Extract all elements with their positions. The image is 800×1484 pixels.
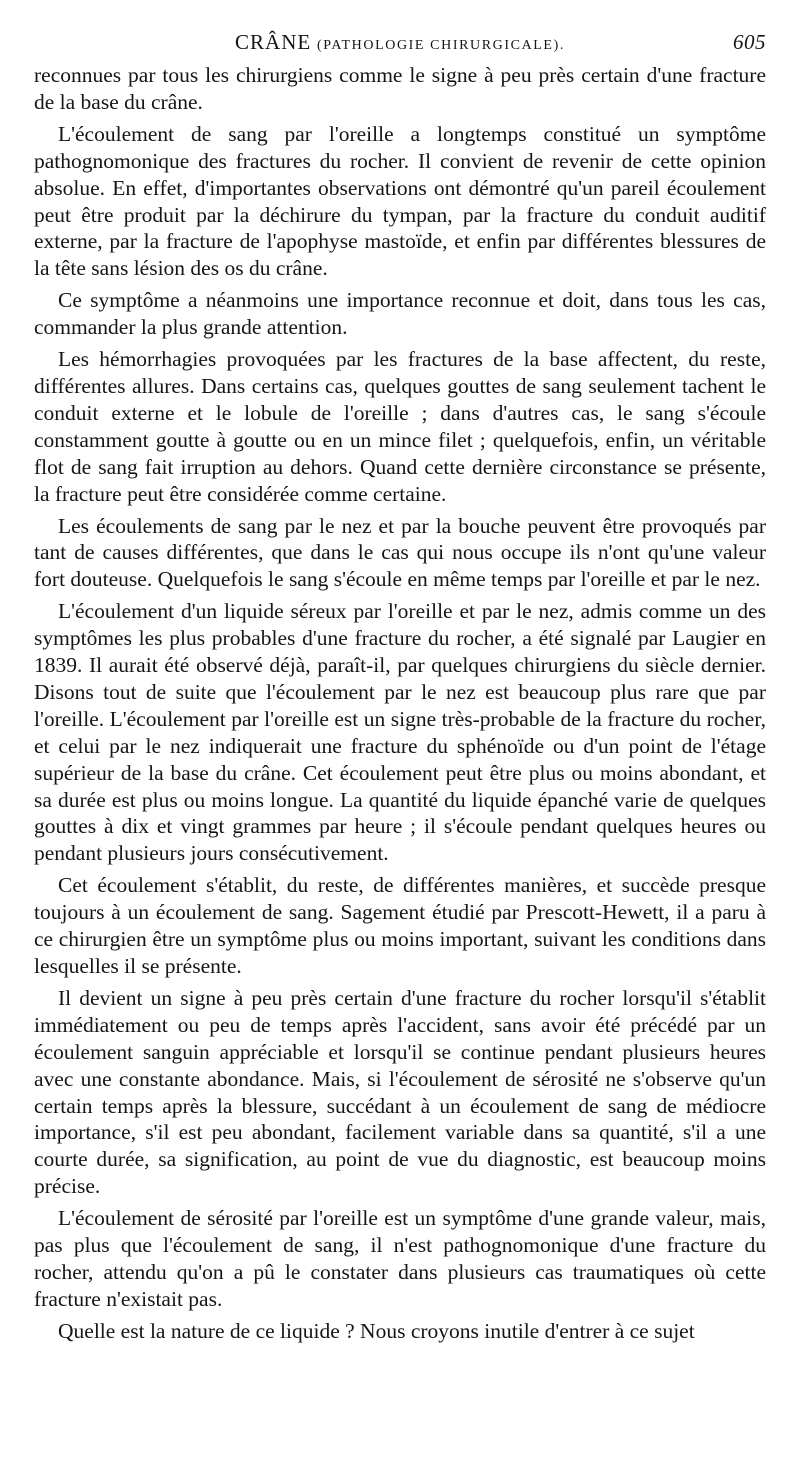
- header-title: CRÂNE: [235, 30, 312, 54]
- paragraph: Ce symptôme a néanmoins une importance reconnue et doit, dans tous les cas, commander la plus grande attention.: [34, 288, 766, 340]
- paragraph: Les hémorrhagies provoquées par les fractures de la base affectent, du reste, différentes allures. Dans certains cas, quelques gouttes de sang seulement tachent le conduit externe et le lobule de l'oreille ; dans d'autres cas, le sang s'écoule constamment goutte à goutte ou en un mince filet ; quelquefois, enfin, un véritable flot de sang fait irruption au dehors. Quand cette dernière circonstance se présente, la fracture peut être considérée comme certaine.: [34, 347, 766, 506]
- body-text: [34, 62, 766, 1345]
- paragraph-continued: reconnues par tous les chirurgiens comme le signe à peu près certain d'une fracture de la base du crâne.: [34, 63, 766, 114]
- paragraph: L'écoulement d'un liquide séreux par l'oreille et par le nez, admis comme un des symptômes les plus probables d'une fracture du rocher, a été signalé par Laugier en 1839. Il aurait été observé déjà, paraît-il, par quelques chirurgiens du siècle dernier. Disons tout de suite que l'écoulement par le nez est beaucoup plus rare que par l'oreille. L'écoulement par l'oreille est un signe très-probable de la fracture du rocher, et celui par le nez indiquerait une fracture du sphénoïde ou d'un point de l'étage supérieur de la base du crâne. Cet écoulement peut être plus ou moins abondant, et sa durée est plus ou moins longue. La quantité du liquide épanché varie de quelques gouttes à dix et vingt grammes par heure ; il s'écoule pendant quelques heures ou pendant plusieurs jours consécutivement.: [34, 599, 766, 866]
- paragraph: Il devient un signe à peu près certain d'une fracture du rocher lorsqu'il s'établit immédiatement ou peu de temps après l'accident, sans avoir été précédé par un écoulement sanguin appréciable et lorsqu'il se continue pendant plusieurs heures avec une constante abondance. Mais, si l'écoulement de sérosité ne s'observe qu'un certain temps après la blessure, succédant à un écoulement de sang de médiocre importance, s'il est peu abondant, facilement variable dans sa quantité, s'il a une courte durée, sa signification, au point de vue du diagnostic, est beaucoup moins précise.: [34, 985, 766, 1199]
- header-subtitle: (PATHOLOGIE CHIRURGICALE).: [316, 38, 565, 53]
- paragraph: Les écoulements de sang par le nez et par la bouche peuvent être provoqués par tant de causes différentes, que dans le cas qui nous occupe ils n'ont qu'une valeur fort douteuse. Quelquefois le sang s'écoule en même temps par l'oreille et par le nez.: [34, 513, 766, 592]
- paragraph: L'écoulement de sang par l'oreille a longtemps constitué un symptôme pathognomonique des fractures du rocher. Il convient de revenir de cette opinion absolue. En effet, d'importantes observations ont démontré qu'un pareil écoulement peut être produit par la déchirure du tympan, par la fracture du conduit auditif externe, par la fracture de l'apophyse mastoïde, et enfin par différentes blessures de la tête sans lésion des os du crâne.: [34, 121, 766, 281]
- running-title: [34, 30, 766, 55]
- running-head: [34, 28, 766, 62]
- paragraph: Quelle est la nature de ce liquide ? Nous croyons inutile d'entrer à ce sujet: [58, 1318, 695, 1343]
- paragraph: L'écoulement de sérosité par l'oreille est un symptôme d'une grande valeur, mais, pas plus que l'écoulement de sang, il n'est pathognomonique d'une fracture du rocher, attendu qu'on a pû le constater dans plusieurs cas traumatiques où cette fracture n'existait pas.: [34, 1206, 766, 1311]
- page-number: 605: [733, 30, 766, 54]
- paragraph: Cet écoulement s'établit, du reste, de différentes manières, et succède presque toujours à un écoulement de sang. Sagement étudié par Prescott-Hewett, il a paru à ce chirurgien être un symptôme plus ou moins important, suivant les conditions dans lesquelles il se présente.: [34, 873, 766, 978]
